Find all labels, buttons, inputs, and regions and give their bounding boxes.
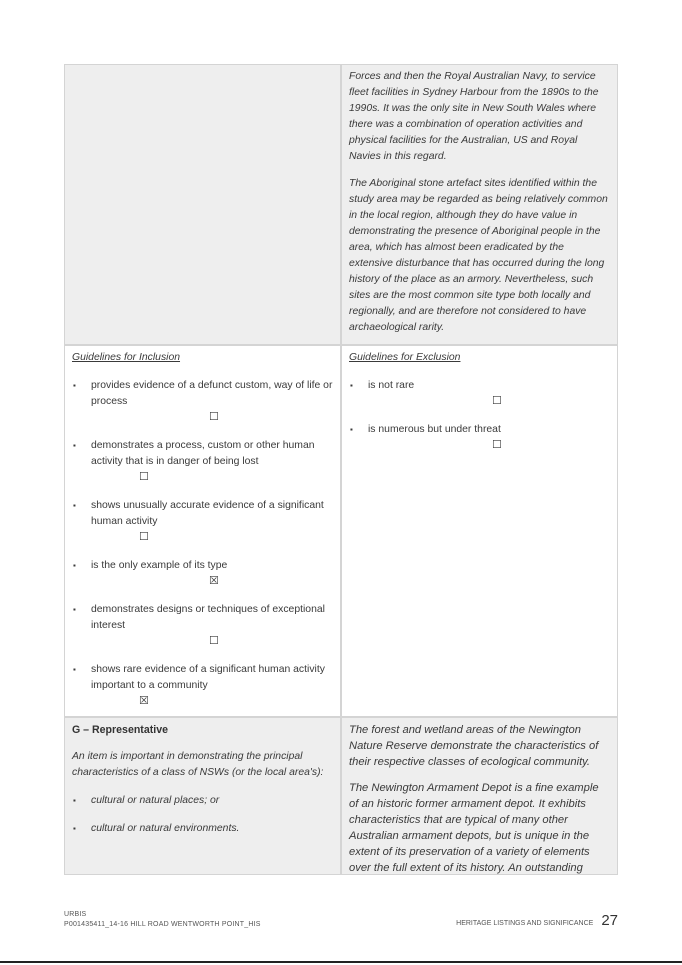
representative-criterion-cell (64, 717, 341, 875)
rarity-discussion-cell (341, 64, 618, 345)
exclusion-cell (341, 345, 618, 717)
exclusion-heading: Guidelines for Exclusion (349, 352, 461, 363)
list-item (349, 378, 610, 409)
checkbox-icon[interactable]: ☐ (209, 411, 219, 423)
criterion-text: provides evidence of a defunct custom, way of life or process (91, 380, 333, 407)
list-item (72, 378, 333, 425)
checkbox-icon[interactable]: ☐ (492, 395, 502, 407)
criterion-text: is the only example of its type (91, 560, 228, 571)
section-title: HERITAGE LISTINGS AND SIGNIFICANCE (456, 920, 594, 927)
inclusion-heading: Guidelines for Inclusion (72, 352, 181, 363)
criterion-text: demonstrates a process, custom or other human activity that is in danger of being lost (91, 440, 315, 467)
criterion-text: shows rare evidence of a significant human activity important to a community (91, 664, 325, 691)
checkbox-icon[interactable]: ☐ (139, 471, 149, 483)
significance-table (64, 64, 618, 875)
company-name: URBIS (64, 911, 87, 918)
paragraph: The Newington Armament Depot is a fine example of an historic former armament depot. It exhibits characteristics that are typical of many other Australian armament depots, but is unique in the extent of its preservation of a variety of elements over the full extent of its history. An outstanding (349, 782, 599, 874)
criterion-text: demonstrates designs or techniques of exceptional interest (91, 604, 325, 631)
paragraph: The Aboriginal stone artefact sites identified within the study area may be regarded as being relatively common in the local region, although they do have value in demonstrating the presence of Aboriginal people in the area, which has almost been eradicated by the extensive disturbance that has occurred during the long history of the place as an armory. Nevertheless, such sites are the most common site type both locally and regionally, and are therefore not considered to have archaeological rarity. (349, 178, 608, 333)
bullet-icon: ▪ (73, 561, 76, 570)
bullet-icon: ▪ (73, 605, 76, 614)
checkbox-icon[interactable]: ☐ (139, 531, 149, 543)
criterion-text: is numerous but under threat (368, 424, 501, 435)
checkbox-icon[interactable]: ☐ (492, 439, 502, 451)
table-row (64, 717, 618, 875)
list-item (72, 558, 333, 589)
list-item (72, 793, 333, 809)
bullet-icon: ▪ (73, 824, 76, 833)
bullet-icon: ▪ (350, 381, 353, 390)
page-number: 27 (601, 912, 618, 929)
inclusion-list (72, 378, 333, 709)
paragraph: The forest and wetland areas of the Newington Nature Reserve demonstrate the characteristics of their respective classes of ecological community. (349, 724, 599, 768)
table-row (64, 345, 618, 717)
list-item (72, 498, 333, 545)
exclusion-list (349, 378, 610, 453)
table-row (64, 64, 618, 345)
checkbox-checked-icon[interactable]: ☒ (139, 695, 149, 707)
representative-discussion-cell (341, 717, 618, 875)
bullet-icon: ▪ (73, 441, 76, 450)
criterion-list (72, 793, 333, 837)
list-item (72, 821, 333, 837)
inclusion-cell (64, 345, 341, 717)
footer-right (456, 912, 618, 929)
empty-cell (64, 64, 341, 345)
list-item (72, 662, 333, 709)
bullet-icon: ▪ (73, 796, 76, 805)
criterion-text: is not rare (368, 380, 415, 391)
list-item (72, 602, 333, 649)
criterion-intro: An item is important in demonstrating the principal characteristics of a class of NSWs (or the local area's): (72, 751, 324, 778)
bullet-icon: ▪ (73, 381, 76, 390)
list-item (349, 422, 610, 453)
list-item (72, 438, 333, 485)
criterion-heading: G – Representative (72, 724, 168, 736)
document-reference: P001435411_14-16 HILL ROAD WENTWORTH POINT_HIS (64, 921, 261, 928)
checkbox-icon[interactable]: ☐ (209, 635, 219, 647)
item-text: cultural or natural environments. (91, 823, 240, 834)
bullet-icon: ▪ (350, 425, 353, 434)
item-text: cultural or natural places; or (91, 795, 220, 806)
bullet-icon: ▪ (73, 501, 76, 510)
bullet-icon: ▪ (73, 665, 76, 674)
footer-left (64, 910, 261, 930)
checkbox-checked-icon[interactable]: ☒ (209, 575, 219, 587)
paragraph: Forces and then the Royal Australian Navy, to service fleet facilities in Sydney Harbour from the 1890s to the 1990s. It was the only site in New South Wales where there was a combination of operation activities and physical facilities for the Australian, US and Royal Navies in this regard. (349, 71, 599, 162)
bottom-divider (0, 961, 682, 963)
criterion-text: shows unusually accurate evidence of a significant human activity (91, 500, 324, 527)
